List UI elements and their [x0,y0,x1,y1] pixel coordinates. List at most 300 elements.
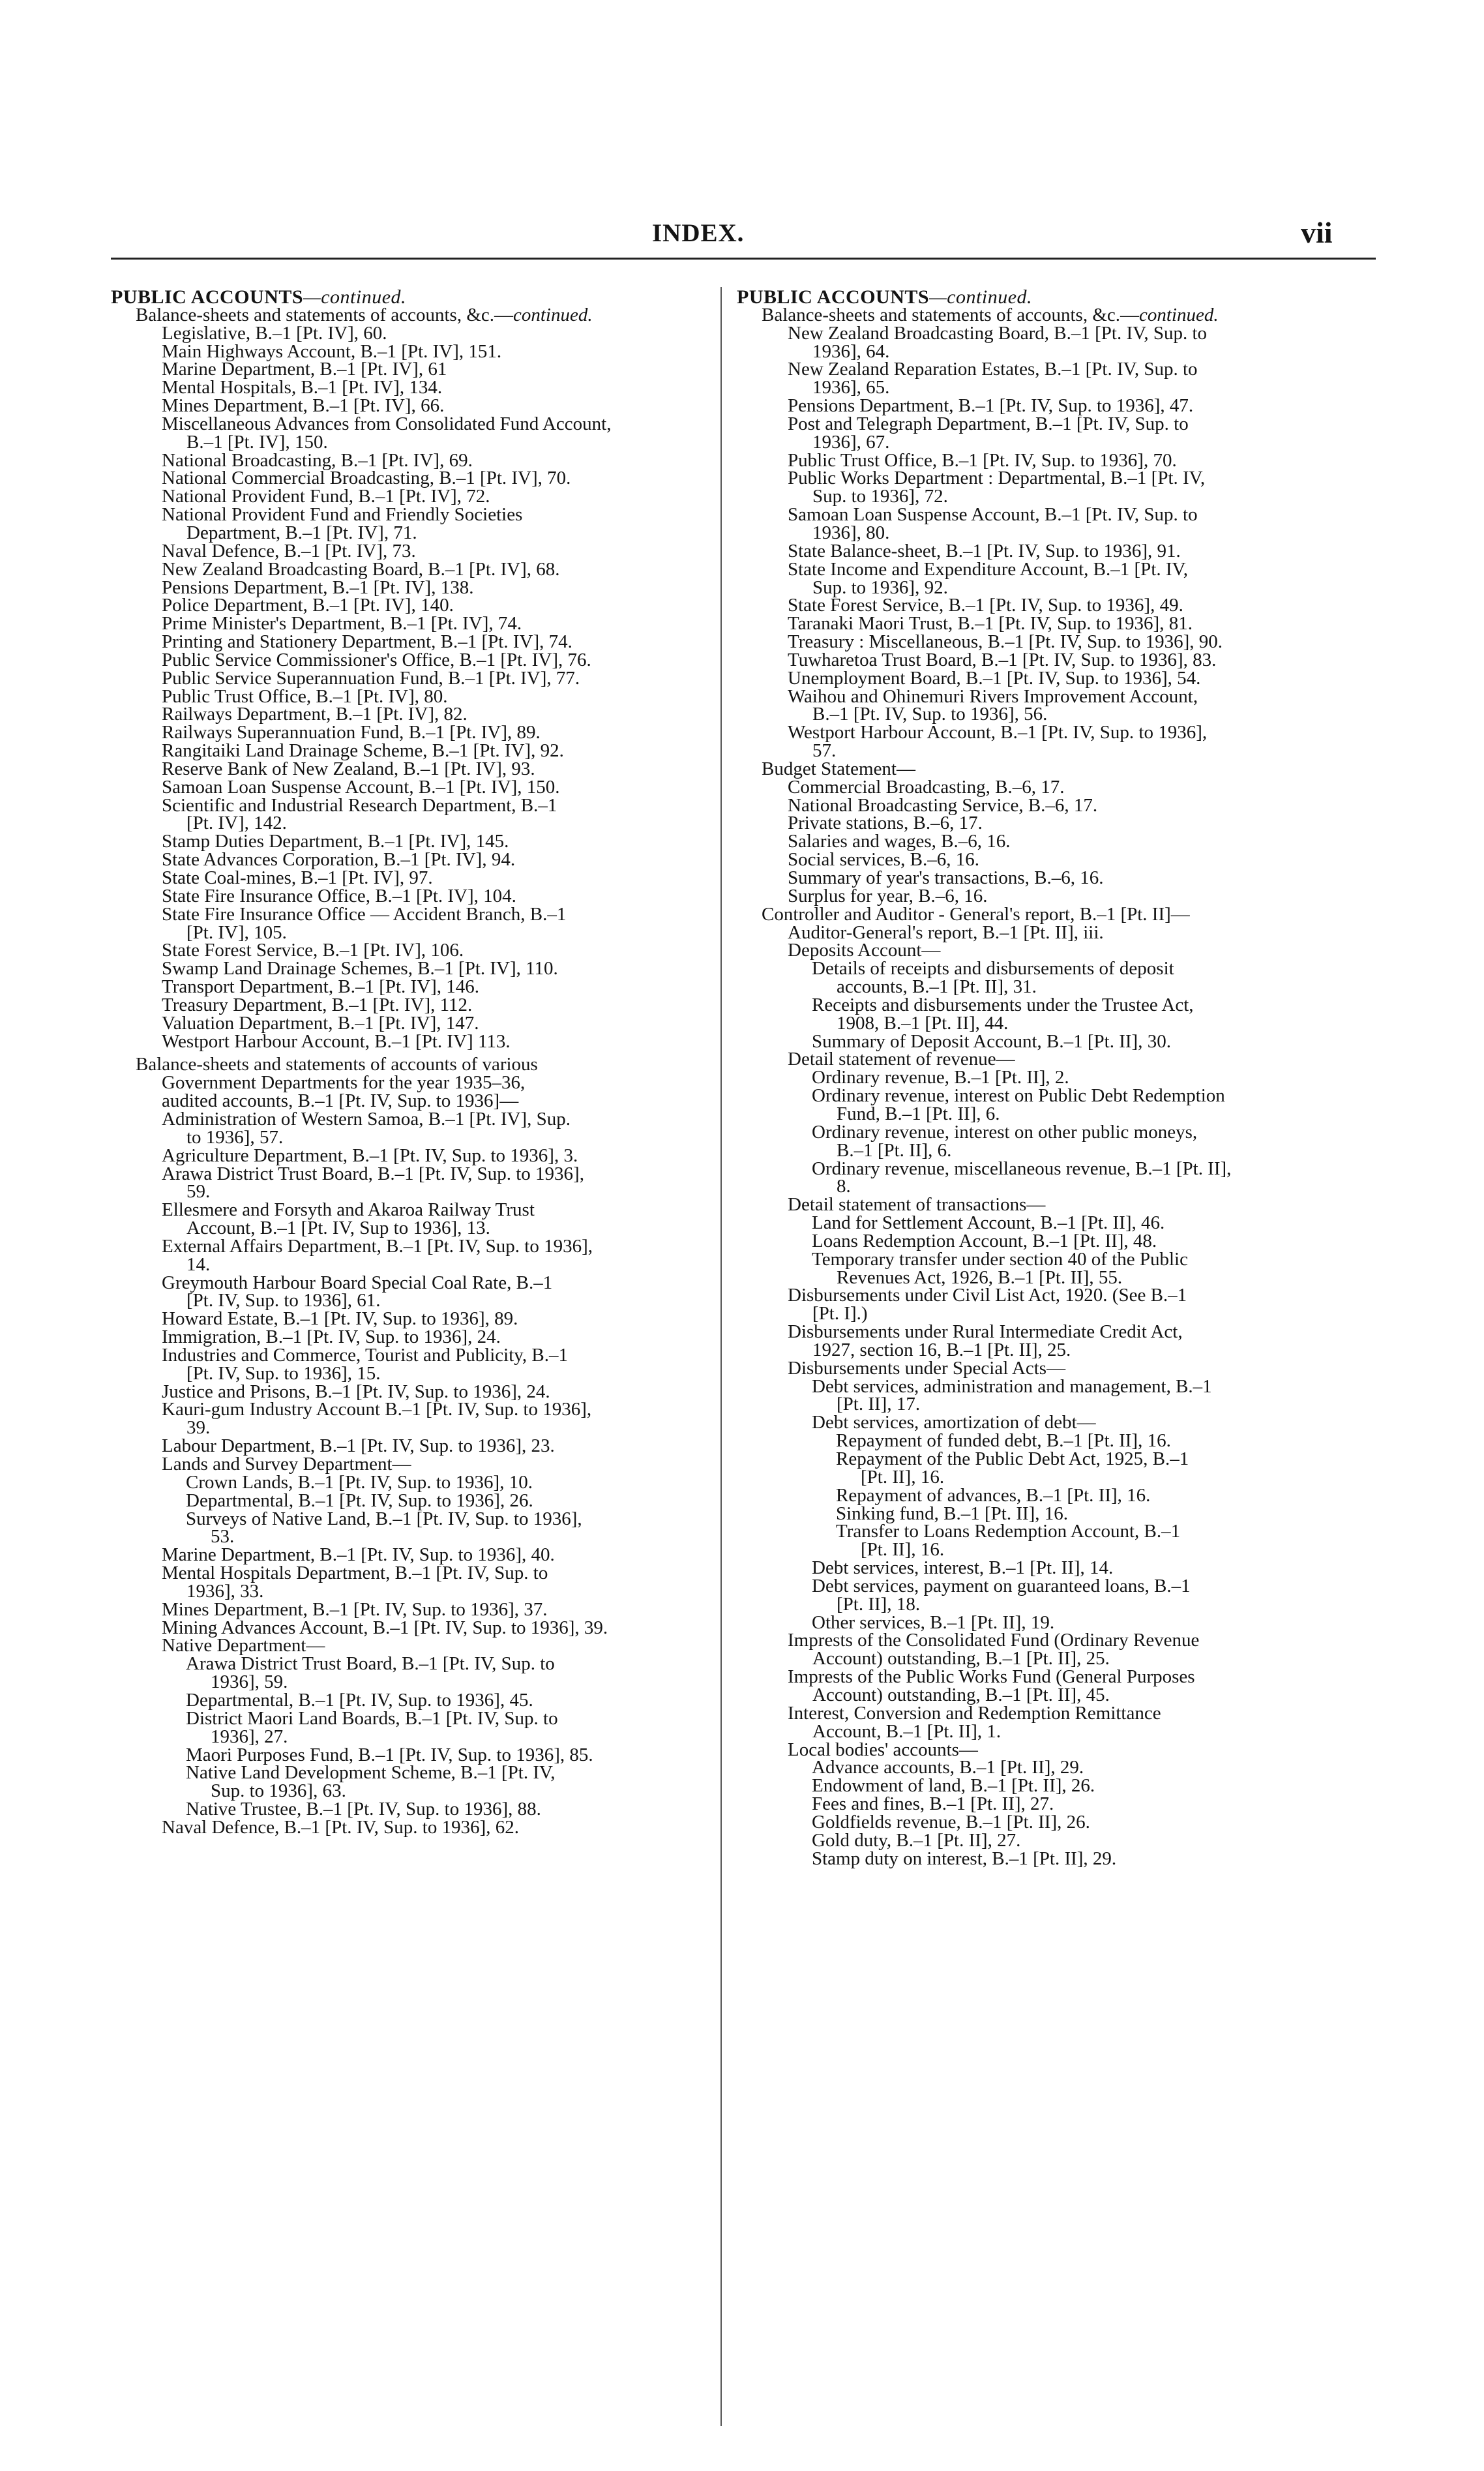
index-entry [111,1619,705,1638]
entry-text: Ordinary revenue, interest on Public Debt Redemption [812,1085,1225,1107]
entry-text: Budget Statement— [762,758,915,779]
index-entry [737,1051,1368,1069]
entry-text: [Pt. I].) [812,1303,868,1325]
entry-text: Surveys of Native Land, B.–1 [Pt. IV, Sup. to 1936], [186,1508,582,1529]
entry-text: New Zealand Reparation Estates, B.–1 [Pt. IV, Sup. to [788,359,1198,380]
index-entry [737,794,1368,816]
index-entry [737,340,1368,362]
entry-text: External Affairs Department, B.–1 [Pt. IV, Sup. to 1936], [162,1235,593,1257]
index-entry [111,1012,705,1034]
index-entry [737,1105,1368,1124]
index-entry [111,1220,705,1238]
entry-text: Controller and Auditor - General's report, B.–1 [Pt. II]— [762,903,1190,925]
index-entry [111,379,705,397]
entry-text: [Pt. II], 16. [861,1466,945,1488]
index-entry [111,304,705,325]
index-entry [737,379,1368,397]
index-entry [111,1816,705,1838]
index-entry [737,651,1368,670]
entry-text: Department, B.–1 [Pt. IV], 71. [186,522,417,543]
entry-text: New Zealand Broadcasting Board, B.–1 [Pt. IV, Sup. to [788,322,1208,344]
entry-text: Ellesmere and Forsyth and Akaroa Railway Trust [162,1199,535,1221]
index-entry [737,1829,1368,1851]
entry-text: 1936], 67. [812,431,890,453]
index-entry [111,1165,705,1184]
entry-text: Miscellaneous Advances from Consolidated Fund Account, [162,413,612,434]
entry-text: Unemployment Board, B.–1 [Pt. IV, Sup. to 1936], 54. [788,667,1201,689]
index-entry [111,1253,705,1275]
index-entry [737,1341,1368,1360]
index-entry [111,1689,705,1711]
entry-text: Swamp Land Drainage Schemes, B.–1 [Pt. IV], 110. [162,958,558,980]
index-entry [737,1720,1368,1742]
entry-text: State Coal-mines, B.–1 [Pt. IV], 97. [162,867,433,888]
index-entry [737,1593,1368,1615]
entry-text: Transport Department, B.–1 [Pt. IV], 146. [162,976,480,998]
entry-text: Industries and Commerce, Tourist and Publicity, B.–1 [162,1344,569,1366]
entry-text: Land for Settlement Account, B.–1 [Pt. II], 46. [812,1212,1165,1234]
index-entry [111,794,705,816]
entry-text: B.–1 [Pt. IV, Sup. to 1936], 56. [812,704,1048,725]
entry-text: Railways Department, B.–1 [Pt. IV], 82. [162,704,467,725]
entry-text: Lands and Survey Department— [162,1454,411,1475]
index-entry [111,322,705,344]
entry-text: Legislative, B.–1 [Pt. IV], 60. [162,322,387,344]
index-entry [737,540,1368,562]
entry-text: Native Trustee, B.–1 [Pt. IV, Sup. to 1936], 88. [186,1799,541,1820]
index-entry [737,1069,1368,1087]
entry-text: 14. [186,1253,211,1275]
index-entry [737,1450,1368,1469]
index-entry [737,558,1368,580]
index-entry [111,558,705,580]
index-entry [737,488,1368,506]
index-entry [111,996,705,1015]
index-entry [737,431,1368,453]
entry-text: Receipts and disbursements under the Trustee Act, [812,994,1194,1015]
index-entry [737,1266,1368,1288]
index-entry [737,776,1368,798]
entry-text: Disbursements under Rural Intermediate Credit Act, [788,1321,1183,1343]
entry-text: Disbursements under Civil List Act, 1920. (See B.–1 [788,1285,1187,1306]
index-entry [737,1575,1368,1596]
index-entry [737,1541,1368,1559]
index-entry [111,921,705,943]
entry-text: Crown Lands, B.–1 [Pt. IV, Sup. to 1936], 10. [186,1471,533,1493]
index-entry [111,1746,705,1765]
index-entry [737,885,1368,906]
index-entry [111,1030,705,1052]
entry-text: accounts, B.–1 [Pt. II], 31. [837,976,1037,998]
index-entry [111,1673,705,1692]
continued-label: continued. [1139,304,1219,325]
entry-text: 1936], 27. [211,1726,288,1747]
index-entry [111,1437,705,1456]
index-entry [737,1466,1368,1488]
index-entry [737,1087,1368,1105]
entry-text: Mines Department, B.–1 [Pt. IV, Sup. to 1936], 37. [162,1598,548,1620]
index-entry [111,397,705,415]
index-entry [737,1214,1368,1233]
entry-text: 57. [812,740,837,762]
index-entry [111,449,705,471]
entry-text: Departmental, B.–1 [Pt. IV, Sup. to 1936], 26. [186,1490,533,1511]
entry-text: Repayment of advances, B.–1 [Pt. II], 16. [836,1484,1151,1506]
entry-text: [Pt. IV], 142. [186,813,287,834]
index-entry [737,1668,1368,1686]
entry-text: Detail statement of revenue— [788,1049,1015,1070]
index-entry [737,1650,1368,1668]
index-entry [111,1637,705,1655]
entry-text: Account, B.–1 [Pt. II], 1. [812,1720,1002,1742]
entry-text: Stamp duty on interest, B.–1 [Pt. II], 29. [812,1848,1117,1869]
entry-text: Sup. to 1936], 63. [211,1780,346,1802]
entry-text: Sup. to 1936], 72. [812,486,948,507]
index-entry [737,724,1368,742]
entry-text: Ordinary revenue, miscellaneous revenue, B.–1 [Pt. II], [812,1158,1232,1179]
entry-text: Interest, Conversion and Redemption Remittance [788,1702,1161,1724]
index-entry [111,1183,705,1201]
index-entry [737,1323,1368,1341]
entry-text: Public Trust Office, B.–1 [Pt. IV, Sup. to 1936], 70. [788,449,1177,471]
entry-text: Ordinary revenue, B.–1 [Pt. II], 2. [812,1067,1069,1088]
entry-text: Tuwharetoa Trust Board, B.–1 [Pt. IV, Sup. to 1936], 83. [788,649,1217,670]
right-column [737,288,1368,1868]
entry-text: 1908, B.–1 [Pt. II], 44. [837,1012,1009,1034]
entry-text: State Income and Expenditure Account, B.–1 [Pt. IV, [788,558,1188,580]
entry-text: 1927, section 16, B.–1 [Pt. II], 25. [812,1339,1071,1360]
index-entry [111,1707,705,1729]
index-entry [111,1401,705,1419]
entry-text: Detail statement of transactions— [788,1194,1046,1216]
entry-text: Kauri-gum Industry Account B.–1 [Pt. IV, Sup. to 1936], [162,1399,592,1420]
index-entry [111,706,705,724]
entry-text: Reserve Bank of New Zealand, B.–1 [Pt. IV], 93. [162,758,535,779]
entry-text: Disbursements under Special Acts— [788,1357,1066,1379]
entry-text: Main Highways Account, B.–1 [Pt. IV], 151. [162,340,502,362]
entry-text: Native Land Development Scheme, B.–1 [Pt. IV, [186,1762,556,1784]
index-entry [737,1632,1368,1650]
entry-text: Advance accounts, B.–1 [Pt. II], 29. [812,1757,1084,1778]
index-entry [111,597,705,615]
entry-text: Government Departments for the year 1935–36, [162,1072,526,1094]
index-entry [737,1559,1368,1578]
entry-text: Mental Hospitals, B.–1 [Pt. IV], 134. [162,377,443,398]
entry-text: Mines Department, B.–1 [Pt. IV], 66. [162,395,445,417]
index-entry [737,1702,1368,1724]
index-entry [737,615,1368,633]
entry-text: Ordinary revenue, interest on other public moneys, [812,1121,1198,1143]
entry-text: Administration of Western Samoa, B.–1 [Pt. IV], Sup. [162,1108,571,1130]
entry-text: Printing and Stationery Department, B.–1 [Pt. IV], 74. [162,631,572,653]
continued-label: continued. [513,304,593,325]
index-entry [737,869,1368,888]
entry-text: Public Service Commissioner's Office, B.–1 [Pt. IV], 76. [162,649,591,670]
index-entry [111,1126,705,1148]
index-entry [737,1196,1368,1214]
entry-text: Immigration, B.–1 [Pt. IV, Sup. to 1936], 24. [162,1326,501,1348]
index-entry [737,667,1368,689]
entry-text: National Provident Fund and Friendly Societies [162,504,523,526]
entry-text: Public Service Superannuation Fund, B.–1 [Pt. IV], 77. [162,667,580,689]
entry-text: Scientific and Industrial Research Department, B.–1 [162,794,557,816]
index-entry [111,1344,705,1366]
entry-text: Temporary transfer under section 40 of the Public [812,1248,1188,1270]
index-entry [737,304,1368,325]
entry-text: National Commercial Broadcasting, B.–1 [Pt. IV], 70. [162,468,571,489]
entry-text: Fund, B.–1 [Pt. II], 6. [837,1103,1000,1124]
entry-text: 1936], 59. [211,1671,288,1693]
index-entry [737,1432,1368,1450]
index-entry [111,361,705,379]
entry-text: Deposits Account— [788,940,941,961]
left-column [111,288,705,1837]
entry-text: Revenues Act, 1926, B.–1 [Pt. II], 55. [837,1266,1123,1288]
index-entry [737,579,1368,597]
index-entry [737,1030,1368,1052]
entry-text: Departmental, B.–1 [Pt. IV, Sup. to 1936], 45. [186,1689,533,1711]
entry-text: State Forest Service, B.–1 [Pt. IV], 106. [162,940,464,961]
entry-text: 53. [211,1526,235,1548]
entry-text: Debt services, amortization of debt— [812,1412,1096,1433]
index-entry [737,449,1368,471]
index-entry [111,1092,705,1111]
entry-text: National Provident Fund, B.–1 [Pt. IV], 72. [162,486,490,507]
index-entry [111,978,705,996]
entry-text: Transfer to Loans Redemption Account, B.–1 [836,1521,1181,1542]
entry-text: Repayment of funded debt, B.–1 [Pt. II], 16. [836,1430,1171,1452]
entry-text: Local bodies' accounts— [788,1739,978,1760]
entry-text: Post and Telegraph Department, B.–1 [Pt. IV, Sup. to [788,413,1189,434]
index-entry [737,960,1368,978]
index-entry [111,470,705,488]
entry-text: Maori Purposes Fund, B.–1 [Pt. IV, Sup. to 1936], 85. [186,1744,593,1765]
index-entry [111,685,705,707]
index-entry [737,833,1368,851]
index-entry [737,1160,1368,1178]
index-entry [111,415,705,434]
index-entry [737,1686,1368,1705]
index-entry [111,742,705,760]
index-entry [111,1108,705,1130]
index-entry [737,1121,1368,1143]
entry-text: Mental Hospitals Department, B.–1 [Pt. IV, Sup. to [162,1563,548,1584]
index-entry [737,1523,1368,1541]
index-entry [111,1655,705,1673]
entry-text: PUBLIC ACCOUNTS [737,286,930,308]
entry-text: Police Department, B.–1 [Pt. IV], 140. [162,595,454,616]
index-entry [111,1528,705,1546]
entry-text: Repayment of the Public Debt Act, 1925, B.–1 [836,1448,1189,1469]
entry-text: Taranaki Maori Trust, B.–1 [Pt. IV, Sup. to 1936], 81. [788,613,1193,635]
entry-text: State Fire Insurance Office, B.–1 [Pt. IV], 104. [162,885,516,906]
entry-text: Railways Superannuation Fund, B.–1 [Pt. IV], 89. [162,722,541,743]
entry-text: [Pt. IV], 105. [186,921,287,943]
entry-text: State Balance-sheet, B.–1 [Pt. IV, Sup. to 1936], 91. [788,540,1181,562]
index-entry [111,885,705,906]
entry-text: Details of receipts and disbursements of deposit [812,958,1174,980]
entry-text: to 1936], 57. [186,1126,284,1148]
entry-text: Imprests of the Public Works Fund (General Purposes [788,1666,1195,1688]
entry-text: Other services, B.–1 [Pt. II], 19. [812,1611,1055,1633]
entry-text: Samoan Loan Suspense Account, B.–1 [Pt. IV, Sup. to [788,504,1198,526]
index-entry [111,1362,705,1384]
index-entry [111,1328,705,1347]
entry-text: Debt services, interest, B.–1 [Pt. II], 14. [812,1557,1114,1579]
index-entry [111,667,705,689]
index-entry [737,597,1368,615]
entry-text: Debt services, payment on guaranteed loans, B.–1 [812,1575,1191,1596]
index-entry [737,1795,1368,1814]
index-entry [737,1741,1368,1760]
entry-text: Summary of Deposit Account, B.–1 [Pt. II], 30. [812,1030,1171,1052]
index-entry [111,869,705,888]
entry-text: State Fire Insurance Office — Accident Branch, B.–1 [162,903,567,925]
section-heading [111,288,705,307]
entry-text: Pensions Department, B.–1 [Pt. IV], 138. [162,577,474,598]
index-entry [737,506,1368,524]
index-entry [111,1201,705,1220]
index-entry [111,1292,705,1310]
entry-text: [Pt. II], 18. [837,1593,921,1615]
index-entry [111,851,705,869]
index-entry [111,815,705,833]
index-entry [737,1305,1368,1323]
index-entry [111,1580,705,1602]
column-divider [720,287,722,2426]
entry-text: Debt services, administration and management, B.–1 [812,1375,1212,1397]
entry-text: Justice and Prisons, B.–1 [Pt. IV, Sup. to 1936], 24. [162,1381,550,1402]
index-entry [737,470,1368,488]
index-entry [737,1375,1368,1397]
index-entry [737,921,1368,943]
entry-text: Commercial Broadcasting, B.–6, 17. [788,776,1065,798]
index-entry [737,996,1368,1015]
entry-text: Treasury Department, B.–1 [Pt. IV], 112. [162,994,473,1015]
index-entry [737,685,1368,707]
index-entry [737,1850,1368,1868]
index-entry [111,651,705,670]
index-entry [737,524,1368,543]
index-entry [111,1471,705,1493]
index-entry [737,903,1368,925]
entry-text: New Zealand Broadcasting Board, B.–1 [Pt. IV], 68. [162,558,560,580]
entry-text: District Maori Land Boards, B.–1 [Pt. IV, Sup. to [186,1707,558,1729]
entry-text: Naval Defence, B.–1 [Pt. IV, Sup. to 1936], 62. [162,1816,519,1838]
index-entry [737,1759,1368,1777]
entry-text: Auditor-General's report, B.–1 [Pt. II], iii. [788,921,1104,943]
index-entry [737,1777,1368,1795]
section-heading [737,288,1368,307]
index-entry [111,1492,705,1510]
entry-text: Labour Department, B.–1 [Pt. IV, Sup. to 1936], 23. [162,1435,555,1457]
entry-text: Arawa District Trust Board, B.–1 [Pt. IV, Sup. to [186,1653,555,1675]
index-entry [111,1546,705,1565]
entry-text: Pensions Department, B.–1 [Pt. IV, Sup. to 1936], 47. [788,395,1194,417]
entry-text: Balance-sheets and statements of accounts, &c.— [762,304,1139,325]
index-entry [111,1728,705,1746]
entry-text: B.–1 [Pt. II], 6. [837,1139,952,1161]
entry-text: Goldfields revenue, B.–1 [Pt. II], 26. [812,1811,1090,1833]
index-entry [737,1357,1368,1379]
index-entry [111,524,705,543]
index-entry [737,1811,1368,1833]
entry-text: PUBLIC ACCOUNTS [111,286,304,308]
index-entry [737,1484,1368,1506]
index-entry [111,431,705,453]
index-entry [111,960,705,978]
index-entry [111,1801,705,1819]
entry-text: Sinking fund, B.–1 [Pt. II], 16. [836,1503,1069,1524]
entry-text: Imprests of the Consolidated Fund (Ordinary Revenue [788,1630,1200,1651]
index-entry [111,1235,705,1257]
index-entry [111,488,705,506]
index-entry [111,1419,705,1437]
entry-text: Agriculture Department, B.–1 [Pt. IV, Sup. to 1936], 3. [162,1145,578,1166]
entry-text: B.–1 [Pt. IV], 150. [186,431,328,453]
index-entry [737,706,1368,724]
entry-text: [Pt. II], 16. [861,1539,945,1561]
entry-text: State Forest Service, B.–1 [Pt. IV, Sup. to 1936], 49. [788,595,1183,616]
entry-text: Endowment of land, B.–1 [Pt. II], 26. [812,1775,1095,1797]
index-entry [737,1396,1368,1414]
entry-text: Arawa District Trust Board, B.–1 [Pt. IV, Sup. to 1936], [162,1163,584,1184]
index-entry [111,540,705,562]
index-entry [737,1505,1368,1523]
entry-text: State Advances Corporation, B.–1 [Pt. IV], 94. [162,849,516,871]
entry-text: Westport Harbour Account, B.–1 [Pt. IV, Sup. to 1936], [788,722,1208,743]
index-entry [737,1414,1368,1432]
index-entry [111,506,705,524]
entry-text: Social services, B.–6, 16. [788,849,979,871]
index-entry [737,760,1368,779]
entry-text: Westport Harbour Account, B.–1 [Pt. IV] 113. [162,1030,511,1052]
index-entry [111,1565,705,1583]
entry-text: 8. [837,1176,851,1197]
index-entry [111,942,705,960]
entry-text: Balance-sheets and statements of accounts, &c.— [136,304,513,325]
continued-label: —continued. [929,286,1033,308]
page-number: vii [1301,216,1333,249]
index-entry [111,633,705,651]
index-entry [111,833,705,851]
entry-text: Greymouth Harbour Board Special Coal Rate, B.–1 [162,1272,553,1293]
entry-text: 1936], 80. [812,522,890,543]
entry-text: Naval Defence, B.–1 [Pt. IV], 73. [162,540,416,562]
index-entry [737,942,1368,960]
index-entry [737,978,1368,996]
index-entry [111,1147,705,1165]
index-entry [737,1139,1368,1161]
entry-text: Account, B.–1 [Pt. IV, Sup to 1936], 13. [186,1218,490,1239]
entry-text: Rangitaiki Land Drainage Scheme, B.–1 [Pt. IV], 92. [162,740,564,762]
index-entry [111,903,705,925]
entry-text: Stamp Duties Department, B.–1 [Pt. IV], 145. [162,831,509,852]
entry-text: Summary of year's transactions, B.–6, 16. [788,867,1104,888]
entry-text: 1936], 65. [812,377,890,398]
index-entry [111,1056,705,1074]
index-entry [111,1764,705,1782]
entry-text: Account) outstanding, B.–1 [Pt. II], 45. [812,1684,1110,1705]
index-entry [737,1248,1368,1270]
index-entry [737,322,1368,344]
entry-text: Account) outstanding, B.–1 [Pt. II], 25. [812,1648,1110,1670]
entry-text: Surplus for year, B.–6, 16. [788,885,988,906]
page-title: INDEX. [652,219,745,247]
index-entry [111,760,705,779]
entry-text: Public Trust Office, B.–1 [Pt. IV], 80. [162,685,448,707]
entry-text: Marine Department, B.–1 [Pt. IV], 61 [162,359,447,380]
